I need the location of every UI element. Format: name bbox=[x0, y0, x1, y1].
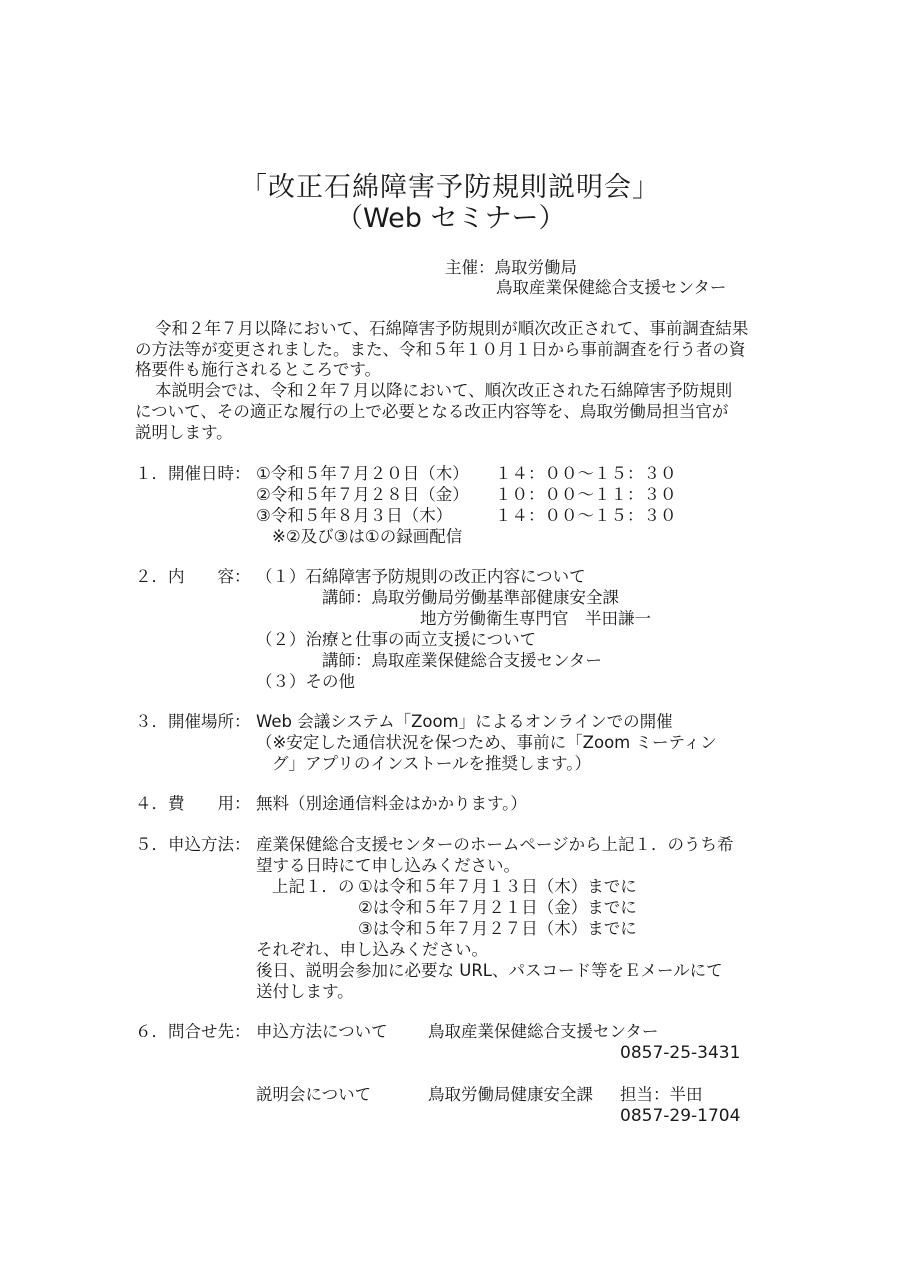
time-2: １０：００～１１：３０ bbox=[495, 485, 677, 504]
date-2: ②令和５年７月２８日（金） bbox=[256, 485, 469, 504]
contact-2-topic: 説明会について bbox=[256, 1085, 372, 1104]
intro-line: について、その適正な履行の上で必要となる改正内容等を、鳥取労働局担当官が bbox=[135, 402, 729, 421]
application-line-3: それぞれ、申し込みください。 bbox=[256, 940, 488, 959]
content-item-1-lecturer-name: 地方労働衛生専門官 半田謙一 bbox=[420, 609, 651, 628]
section-3-label: ３．開催場所： bbox=[135, 712, 251, 731]
organizer-line-1: 主催：鳥取労働局 bbox=[445, 258, 577, 277]
document-title: 「改正石綿障害予防規則説明会」 bbox=[240, 172, 660, 203]
contact-2-person: 担当：半田 bbox=[620, 1085, 703, 1104]
intro-line: 格要件も施行されるところです。 bbox=[135, 360, 382, 379]
section-4-label: ４．費 用： bbox=[135, 794, 251, 813]
content-item-2-lecturer: 講師：鳥取産業保健総合支援センター bbox=[322, 651, 602, 670]
content-item-2: （２）治療と仕事の両立支援について bbox=[256, 630, 537, 649]
date-3: ③令和５年８月３日（木） bbox=[256, 506, 453, 525]
section-6-label: ６．問合せ先： bbox=[135, 1022, 251, 1041]
time-3: １４：００～１５：３０ bbox=[495, 506, 677, 525]
organizer-line-2: 鳥取産業保健総合支援センター bbox=[496, 278, 727, 297]
application-line-2: 望する日時にて申し込みください。 bbox=[256, 856, 520, 875]
section-1-label: １．開催日時： bbox=[135, 464, 251, 483]
contact-2-org: 鳥取労働局健康安全課 bbox=[428, 1085, 593, 1104]
deadline-prefix: 上記１．の bbox=[272, 877, 355, 896]
venue-line-1: Web 会議システム「Zoom」によるオンラインでの開催 bbox=[256, 712, 673, 731]
intro-line: 説明します。 bbox=[135, 423, 233, 442]
application-line-4: 後日、説明会参加に必要な URL、パスコード等をＥメールにて bbox=[256, 961, 723, 980]
content-item-1: （１）石綿障害予防規則の改正内容について bbox=[256, 567, 586, 586]
deadline-3: ③は令和５年７月２７日（木）までに bbox=[358, 919, 637, 938]
contact-1-topic: 申込方法について bbox=[256, 1022, 388, 1041]
application-line-5: 送付します。 bbox=[256, 982, 354, 1001]
content-item-3: （３）その他 bbox=[256, 672, 355, 691]
fee-text: 無料（別途通信料金はかかります。） bbox=[256, 794, 527, 813]
time-1: １４：００～１５：３０ bbox=[495, 464, 677, 483]
deadline-1: ①は令和５年７月１３日（木）までに bbox=[358, 877, 637, 896]
venue-line-3: グ」アプリのインストールを推奨します。） bbox=[272, 754, 591, 773]
recording-note: ※②及び③は①の録画配信 bbox=[272, 527, 463, 546]
intro-line: の方法等が変更されました。また、令和５年１０月１日から事前調査を行う者の資 bbox=[135, 340, 746, 359]
contact-1-phone: 0857-25-3431 bbox=[620, 1043, 741, 1063]
content-item-1-lecturer: 講師：鳥取労働局労働基準部健康安全課 bbox=[322, 588, 619, 607]
contact-1-org: 鳥取産業保健総合支援センター bbox=[428, 1022, 659, 1041]
intro-line: 令和２年７月以降において、石綿障害予防規則が順次改正されて、事前調査結果 bbox=[155, 319, 749, 338]
application-line-1: 産業保健総合支援センターのホームページから上記１．のうち希 bbox=[256, 835, 734, 854]
contact-2-phone: 0857-29-1704 bbox=[620, 1106, 741, 1126]
document-subtitle: （Web セミナー） bbox=[336, 203, 566, 234]
section-5-label: ５．申込方法： bbox=[135, 835, 251, 854]
section-2-label: ２．内 容： bbox=[135, 567, 251, 586]
venue-line-2: （※安定した通信状況を保つため、事前に「Zoom ミーティン bbox=[256, 733, 717, 752]
deadline-2: ②は令和５年７月２１日（金）までに bbox=[358, 898, 637, 917]
date-1: ①令和５年７月２０日（木） bbox=[256, 464, 469, 483]
intro-line: 本説明会では、令和２年７月以降において、順次改正された石綿障害予防規則 bbox=[155, 381, 733, 400]
